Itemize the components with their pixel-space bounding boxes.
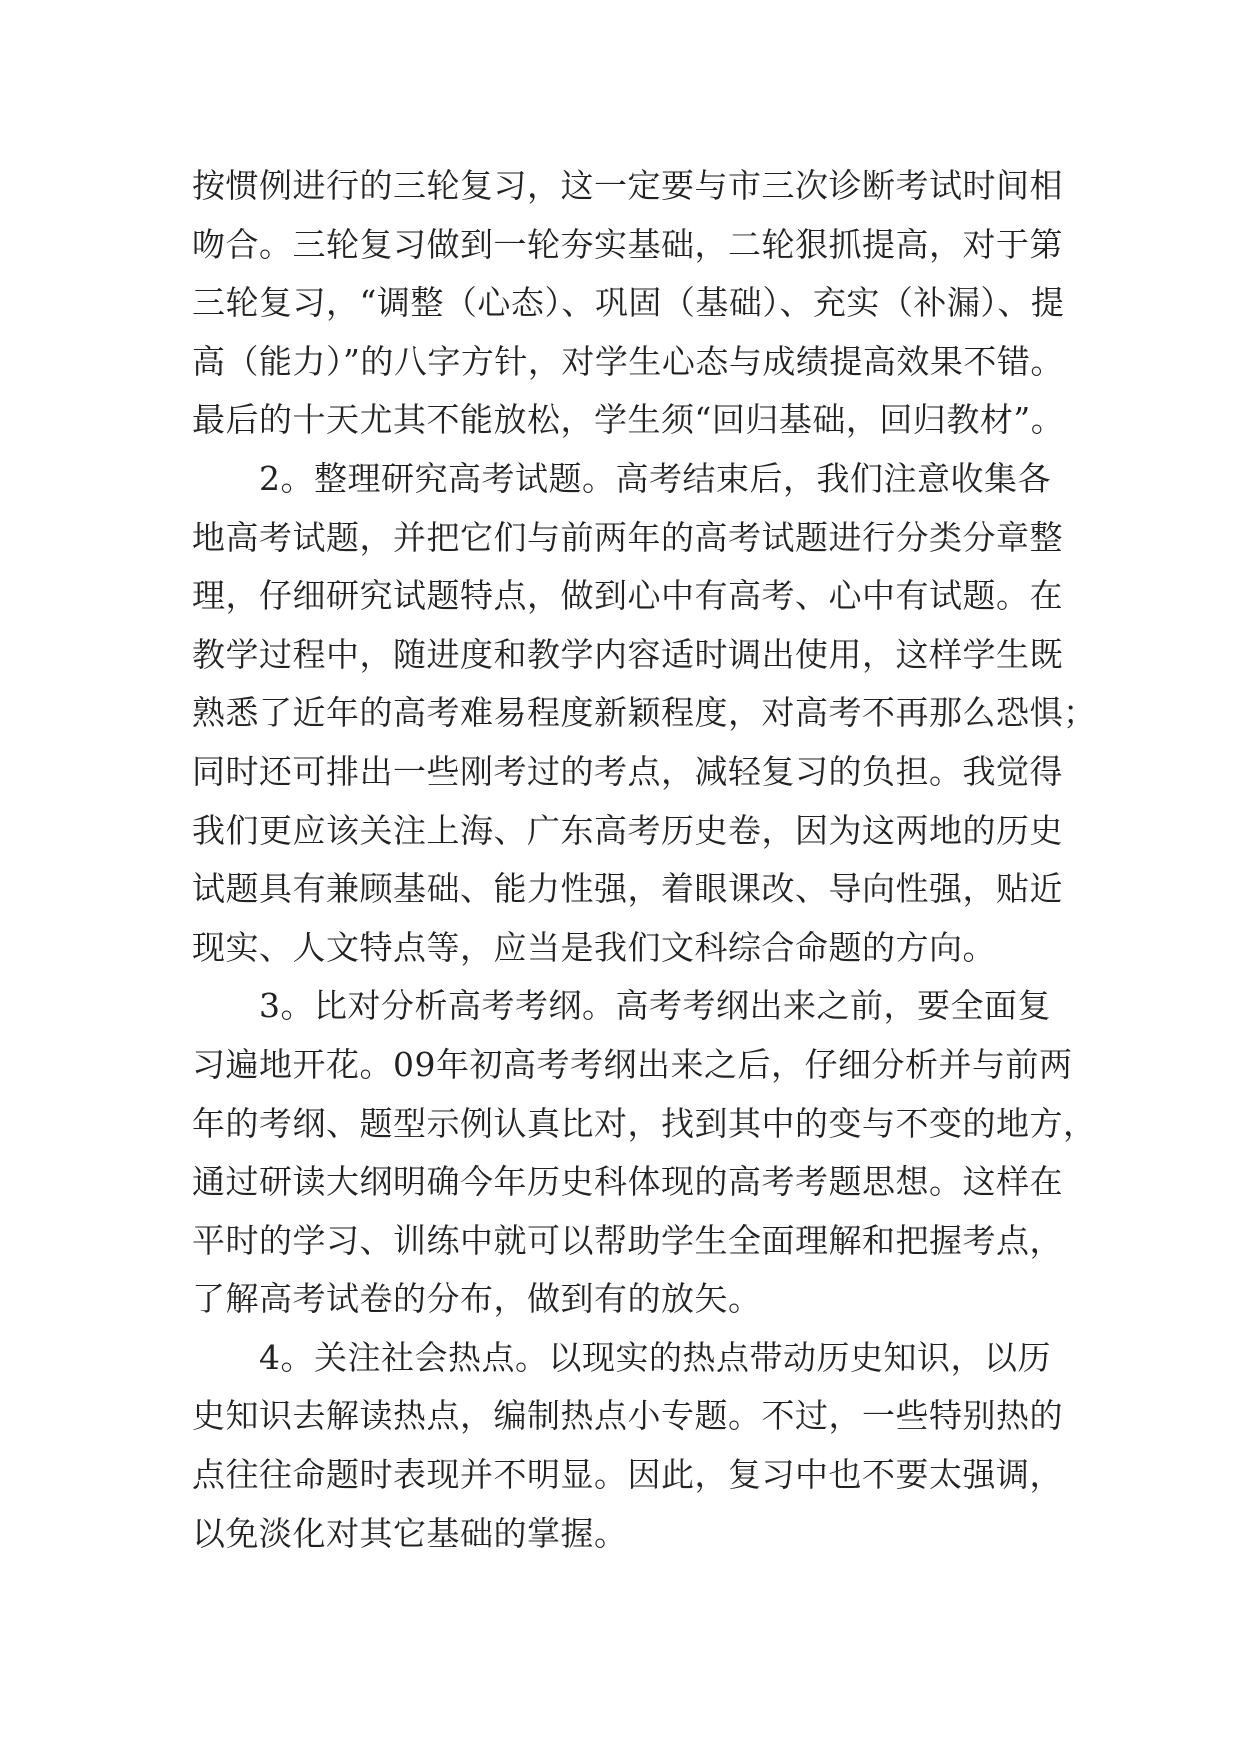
text-line: 了解高考试卷的分布，做到有的放矢。: [192, 1279, 762, 1319]
text-line: 通过研读大纲明确今年历史科体现的高考考题思想。这样在: [192, 1162, 1063, 1202]
text-line: 三轮复习，“调整（心态）、巩固（基础）、充实（补漏）、提: [192, 283, 1065, 323]
text-line: 按惯例进行的三轮复习，这一定要与市三次诊断考试时间相: [192, 166, 1063, 205]
text-line: 熟悉了近年的高考难易程度新颖程度，对高考不再那么恐惧；: [192, 693, 1097, 733]
text-line: 教学过程中，随进度和教学内容适时调出使用，这样学生既: [192, 634, 1063, 674]
text-line: 吻合。三轮复习做到一轮夯实基础，二轮狠抓提高，对于第: [192, 224, 1063, 264]
paragraph-4-start: 4。关注社会热点。以现实的热点带动历史知识，以历: [192, 1337, 1051, 1377]
text-line: 试题具有兼顾基础、能力性强，着眼课改、导向性强，贴近: [192, 869, 1063, 909]
text-line: 理，仔细研究试题特点，做到心中有高考、心中有试题。在: [192, 576, 1063, 616]
document-body: [192, 157, 1097, 1563]
text-line: 高（能力）”的八字方针，对学生心态与成绩提高效果不错。: [192, 341, 1064, 381]
text-line: 年的考纲、题型示例认真比对，找到其中的变与不变的地方，: [192, 1103, 1097, 1143]
paragraph-2-start: 2。整理研究高考试题。高考结束后，我们注意收集各: [192, 458, 1051, 498]
text-line: 地高考试题，并把它们与前两年的高考试题进行分类分章整: [192, 517, 1063, 557]
text-line: 点往往命题时表现并不明显。因此，复习中也不要太强调，: [192, 1455, 1063, 1495]
text-line: 现实、人文特点等，应当是我们文科综合命题的方向。: [192, 927, 996, 967]
text-line: 我们更应该关注上海、广东高考历史卷，因为这两地的历史: [192, 810, 1063, 850]
text-line: 习遍地开花。09年初高考考纲出来之后，仔细分析并与前两: [192, 1044, 1073, 1084]
text-line: 平时的学习、训练中就可以帮助学生全面理解和把握考点，: [192, 1220, 1063, 1260]
text-line: 以免淡化对其它基础的掌握。: [192, 1513, 628, 1553]
text-line: 最后的十天尤其不能放松，学生须“回归基础，回归教材”。: [192, 400, 1065, 440]
paragraph-3-start: 3。比对分析高考考纲。高考考纲出来之前，要全面复: [192, 986, 1051, 1026]
text-line: 史知识去解读热点，编制热点小专题。不过，一些特别热的: [192, 1396, 1063, 1436]
text-line: 同时还可排出一些刚考过的考点，减轻复习的负担。我觉得: [192, 751, 1063, 791]
